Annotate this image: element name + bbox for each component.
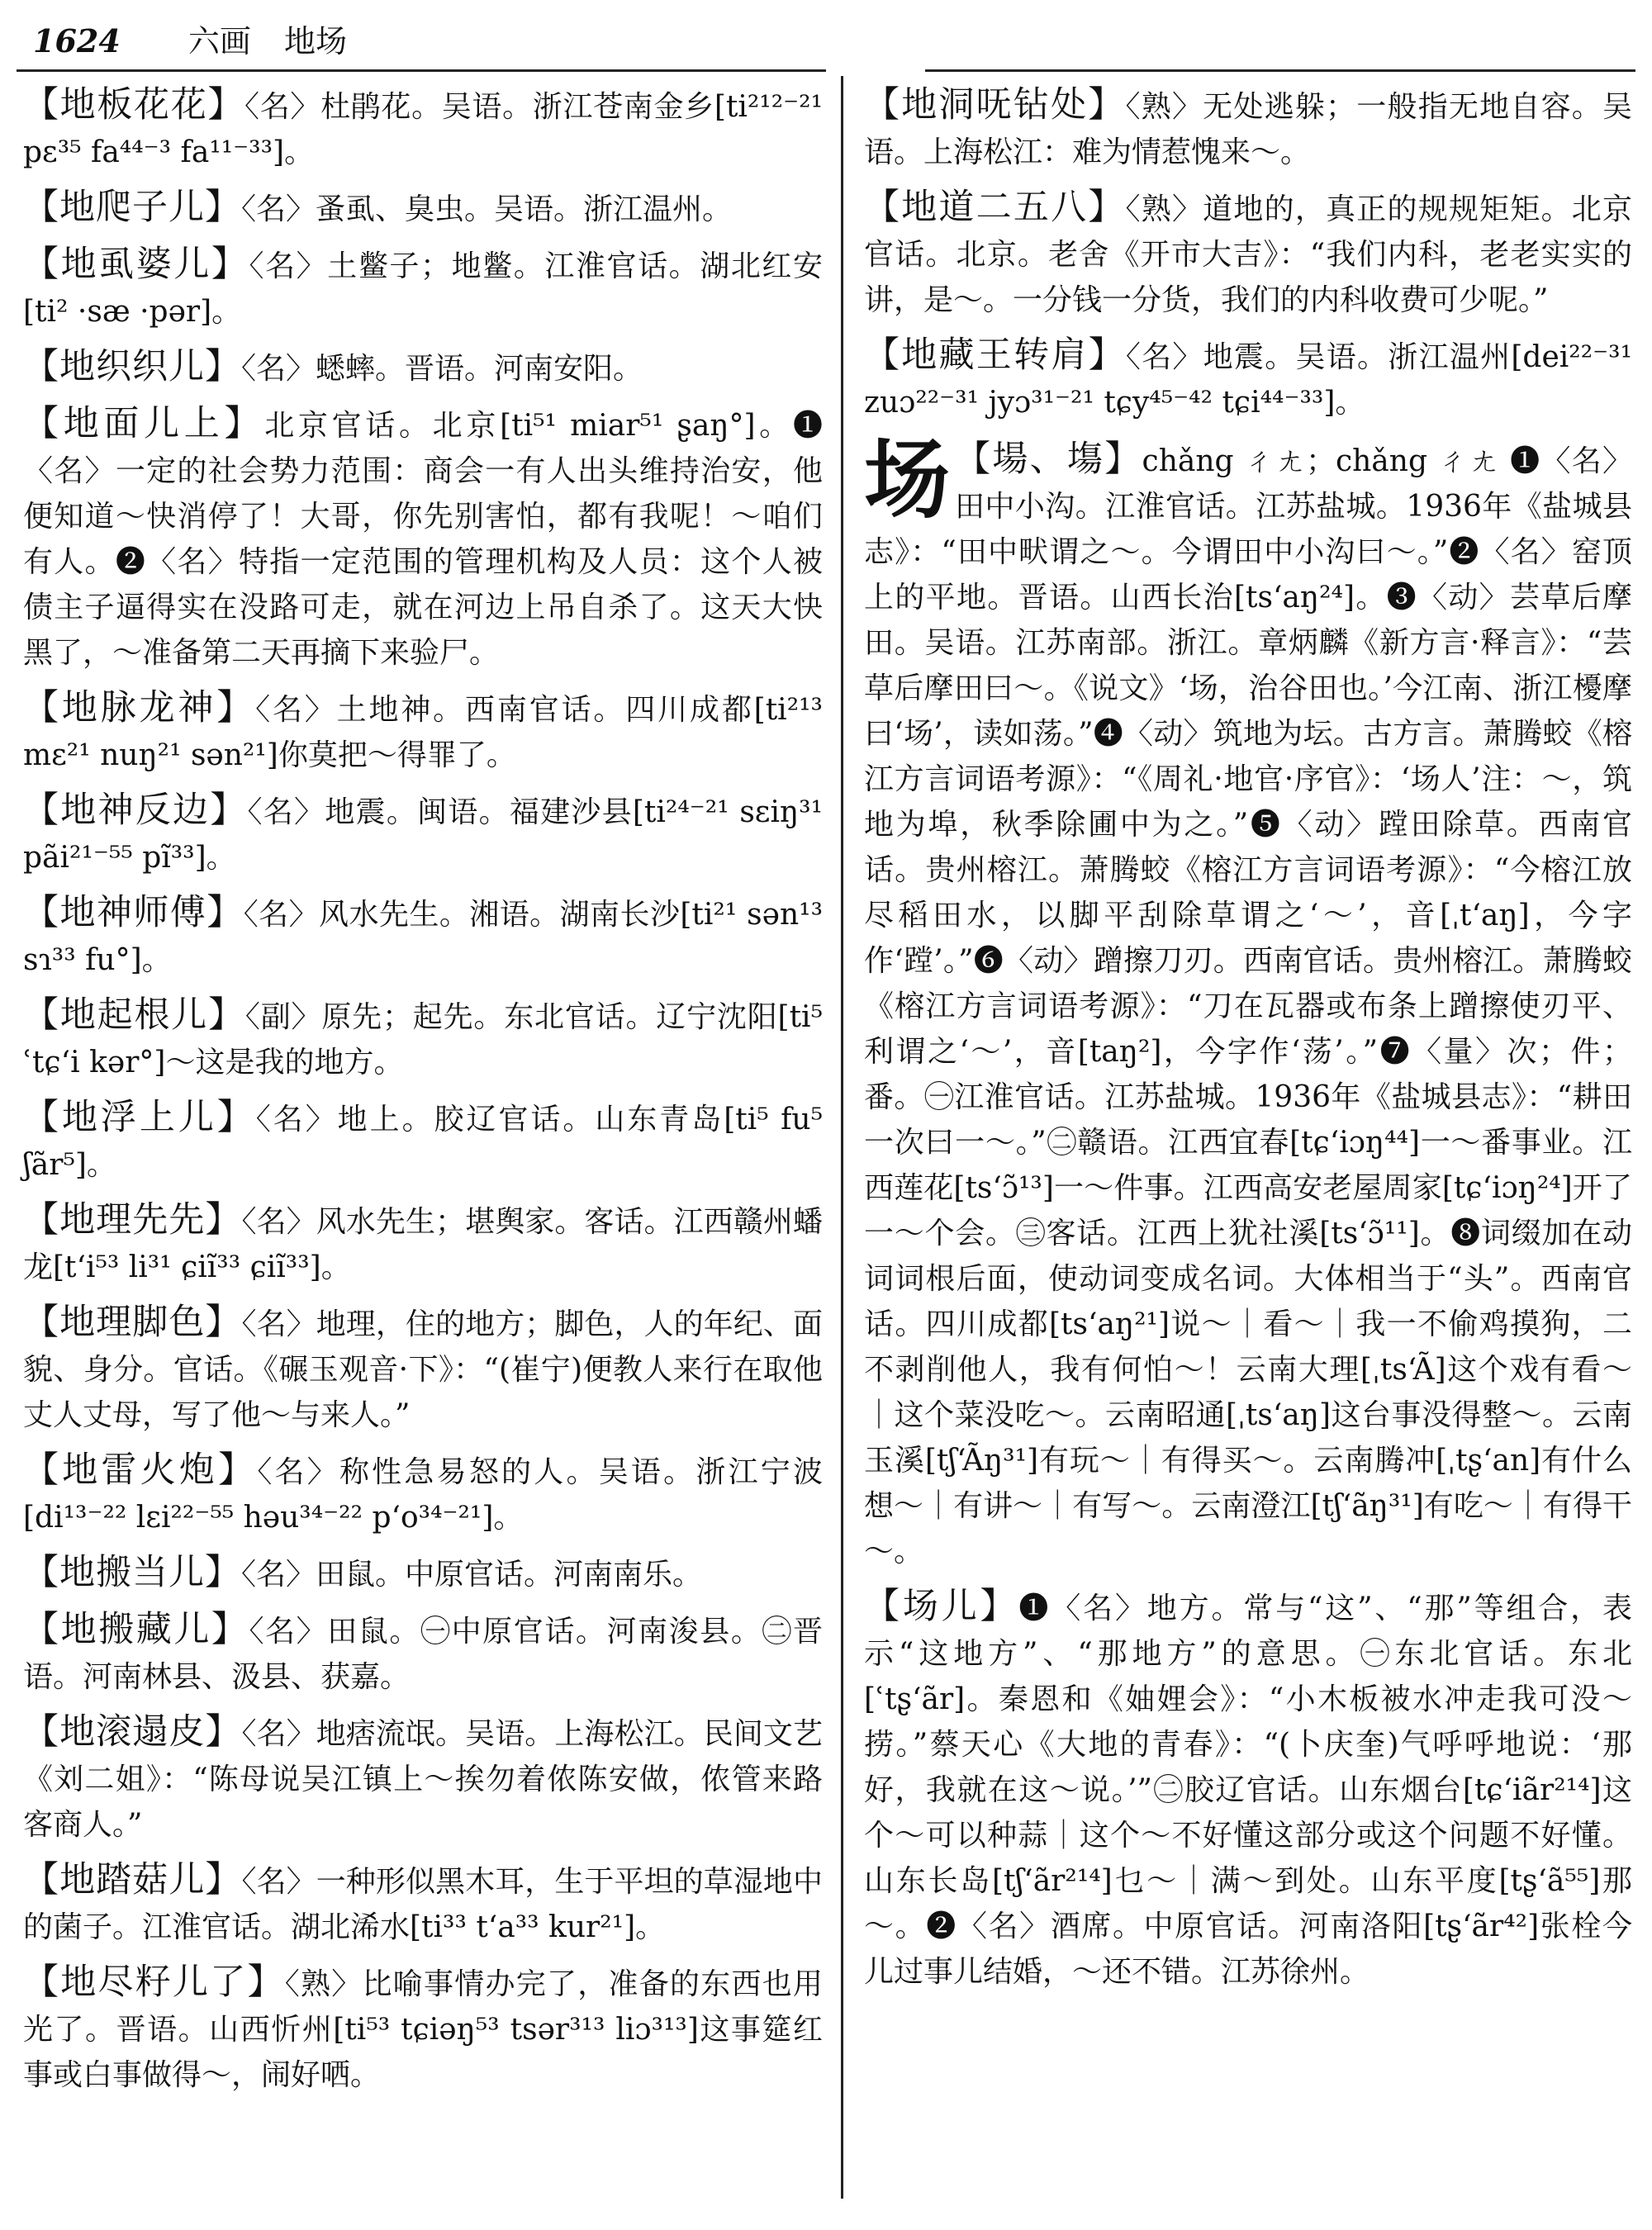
radical-label: 地场: [283, 23, 347, 59]
entry-definition: 〈名〉地上。胶辽官话。山东青岛[ti⁵ fu⁵ ʃãr⁵]。: [23, 1103, 824, 1182]
entry-headword: 【場、塲】: [955, 439, 1142, 480]
dictionary-entry: [864, 333, 1632, 425]
dictionary-entry: [23, 1607, 823, 1700]
dictionary-entry: [23, 1960, 823, 2098]
entry-headword: 【地滚遢皮】: [23, 1711, 242, 1753]
entry-definition: 〈名〉田鼠。中原官话。河南南乐。: [241, 1558, 703, 1592]
page-header: [33, 15, 1619, 68]
dictionary-entry: [23, 993, 823, 1085]
entry-headword: 【地织织儿】: [23, 346, 241, 387]
dictionary-entry: [23, 1448, 823, 1540]
entry-definition: 〈熟〉无处逃躲；一般指无地自容。吴语。上海松江：难为情惹愧来～。: [864, 90, 1632, 169]
dictionary-entry: [23, 185, 823, 232]
section-label: 六画: [188, 23, 251, 59]
dictionary-entry: [23, 788, 823, 880]
entry-definition: 〈名〉田鼠。㊀中原官话。河南浚县。㊁晋语。河南林县、汲县、获嘉。: [23, 1615, 823, 1694]
entry-headword: 【地雷火炮】: [23, 1450, 258, 1491]
entry-headword: 【地道二五八】: [864, 187, 1126, 228]
header-rule: [925, 69, 1635, 72]
entry-headword: 【地踏菇儿】: [23, 1859, 242, 1900]
entry-definition: 〈名〉风水先生。湘语。湖南长沙[ti²¹ sən¹³ sɿ³³ fu°]。: [23, 898, 823, 977]
entry-definition: 〈名〉土地神。西南官话。四川成都[ti²¹³ mɛ²¹ nuŋ²¹ sən²¹]你莫把～得罪了。: [23, 693, 823, 772]
entry-definition: chǎng ㄔㄤ；chǎng ㄔㄤ ❶〈名〉田中小沟。江淮官话。江苏盐城。1936年《盐城县志》：“田中畎谓之～。今谓田中小沟曰～。”❷〈名〉窑顶上的平地。晋语。山西长治[tsʻaŋ²⁴]。❸〈动〉芸草后摩田。吴语。江苏南部。浙江。章炳麟《新方言·释言》：“芸草后摩田曰～。《说文》‘场，治谷田也。’今江南、浙江櫌摩曰‘场’，读如荡。”❹〈动〉筑地为坛。古方言。萧腾蛟《榕江方言词语考源》：“《周礼·地官·序官》：‘场人’注：～，筑地为埠，秋季除圃中为之。”❺〈动〉蹚田除草。西南官话。贵州榕江。萧腾蛟《榕江方言词语考源》：“今榕江放尽稻田水，以脚平刮除草谓之‘～’，音[ˌtʻaŋ]，今字作‘蹚’。”❻〈动〉蹭擦刀刃。西南官话。贵州榕江。萧腾蛟《榕江方言词语考源》：“刀在瓦器或布条上蹭擦使刃平、利谓之‘～’，音[taŋ²]，今字作‘荡’。”❼〈量〉次；件；番。㊀江淮官话。江苏盐城。1936年《盐城县志》：“耕田一次曰一～。”㊁赣语。江西宜春[tɕʻiɔŋ⁴⁴]一～番事业。江西莲花[tsʻɔ̃¹³]一～件事。江西高安老屋周家[tɕʻiɔŋ²⁴]开了一～个会。㊂客话。江西上犹社溪[tsʻɔ̃¹¹]。❽词缀加在动词词根后面，使动词变成名词。大体相当于“头”。西南官话。四川成都[tsʻaŋ²¹]说～｜看～｜我一不偷鸡摸狗，二不剥削他人，我有何怕～！云南大理[ˌtsʻÃ]这个戏有看～｜这个菜没吃～。云南昭通[ˌtsʻaŋ]这台事没得整～。云南玉溪[tʃʻÃŋ³¹]有玩～｜有得买～。云南腾冲[ˌtʂʻan]有什么想～｜有讲～｜有写～。云南澄江[tʃʻãŋ³¹]有吃～｜有得干～。: [864, 444, 1633, 1568]
dictionary-entry: [23, 242, 823, 334]
entry-definition: 〈名〉一种形似黑木耳，生于平坦的草湿地中的菌子。江淮官话。湖北浠水[ti³³ tʻa³³ kur²¹]。: [23, 1865, 823, 1944]
dictionary-entry: [23, 686, 823, 778]
entry-definition: 〈名〉地理，住的地方；脚色，人的年纪、面貌、身分。官话。《碾玉观音·下》：“(崔宁)便教人来行在取他丈人丈母，写了他～与来人。”: [23, 1307, 823, 1432]
entry-headword: 【地板花花】: [23, 84, 245, 126]
entry-definition: 〈名〉风水先生；堪舆家。客话。江西赣州蟠龙[tʻi⁵³ li³¹ ɕiĩ³³ ɕiĩ³³]。: [23, 1205, 823, 1284]
entry-definition: 〈名〉蟋蟀。晋语。河南安阳。: [241, 352, 643, 386]
dictionary-entry: [23, 1095, 823, 1188]
dictionary-entry: [23, 401, 823, 676]
entry-headword: 【地爬子儿】: [23, 187, 241, 228]
entry-headword: 【地神师傅】: [23, 892, 244, 933]
head-character: 场: [864, 429, 951, 530]
entry-headword: 【地藏王转肩】: [864, 334, 1126, 376]
entry-headword: 【地尽籽儿了】: [23, 1962, 285, 2003]
entry-headword: 【地神反边】: [23, 790, 248, 831]
left-column: [23, 83, 823, 2108]
entry-definition: ❶〈名〉地方。常与“这”、“那”等组合，表示“这地方”、“那地方”的意思。㊀东北官话。东北[ʿtʂʻãr]。秦恩和《妯娌会》：“小木板被水冲走我可没～捞。”蔡天心《大地的青春》：“(卜庆奎)气呼呼地说：‘那好，我就在这～说。’”㊁胶辽官话。山东烟台[tɕʻiãr²¹⁴]这个～可以种蒜｜这个～不好懂这部分或这个问题不好懂。山东长岛[tʃʻãr²¹⁴]乜～｜满～到处。山东平度[tʂʻã⁵⁵]那～。❷〈名〉酒席。中原官话。河南洛阳[tʂʻãr⁴²]张栓今儿过事儿结婚，～还不错。江苏徐州。: [864, 1592, 1633, 1989]
dictionary-entry: [864, 185, 1632, 323]
dictionary-entry: [23, 83, 823, 175]
entry-headword: 【地搬藏儿】: [23, 1609, 249, 1650]
entry-definition: 〈副〉原先；起先。东北官话。辽宁沈阳[ti⁵ ʿtɕʻi kər°]～这是我的地方。: [23, 1000, 823, 1079]
character-entry: [864, 429, 1633, 1574]
entry-headword: 【地虱婆儿】: [23, 244, 249, 285]
page-number: 1624: [33, 22, 121, 59]
header-rule: [17, 69, 826, 72]
dictionary-entry: [864, 83, 1632, 175]
entry-definition: 〈名〉土鳖子；地鳖。江淮官话。湖北红安[ti² ·sæ ·pər]。: [23, 249, 823, 329]
entry-headword: 【地搬当儿】: [23, 1552, 241, 1593]
dictionary-entry: [23, 1300, 823, 1438]
entry-definition: 〈名〉蚤虱、臭虫。吴语。浙江温州。: [241, 192, 733, 226]
entry-headword: 【场儿】: [864, 1586, 1019, 1627]
entry-headword: 【地面儿上】: [23, 403, 265, 444]
entry-headword: 【地脉龙神】: [23, 687, 256, 728]
entry-definition: 〈熟〉比喻事情办完了，准备的东西也用光了。晋语。山西忻州[ti⁵³ tɕiəŋ⁵³ tsər³¹³ liɔ³¹³]这事筵红事或白事做得～，闹好哂。: [23, 1967, 823, 2092]
entry-definition: 〈名〉杜鹃花。吴语。浙江苍南金乡[ti²¹²⁻²¹ pɛ³⁵ fa⁴⁴⁻³ fa¹¹⁻³³]。: [23, 90, 824, 169]
right-column: [864, 83, 1632, 2005]
entry-headword: 【地理先先】: [23, 1199, 242, 1241]
entry-definition: 〈名〉地震。吴语。浙江温州[dei²²⁻³¹ zuɔ²²⁻³¹ jyɔ³¹⁻²¹ tɕy⁴⁵⁻⁴² tɕi⁴⁴⁻³³]。: [864, 340, 1633, 420]
dictionary-entry: [23, 344, 823, 391]
entry-definition: 〈名〉地痞流氓。吴语。上海松江。民间文艺《刘二姐》：“陈母说吴江镇上～挨勿着侬陈安做，侬管来路客商人。”: [23, 1717, 823, 1842]
dictionary-entry: [864, 1584, 1632, 1995]
entry-headword: 【地起根儿】: [23, 994, 245, 1036]
entry-definition: 北京官话。北京[ti⁵¹ miar⁵¹ ʂaŋ°]。❶〈名〉一定的社会势力范围：商会一有人出头维持治安，他便知道～快消停了！大哥，你先别害怕，都有我呢！～咱们有人。❷〈名〉特指一定范围的管理机构及人员：这个人被债主子逼得实在没路可走，就在河边上吊自杀了。这天大快黑了，～准备第二天再摘下来验尸。: [23, 409, 823, 670]
dictionary-entry: [23, 1710, 823, 1848]
dictionary-entry: [23, 1198, 823, 1290]
entry-definition: 〈名〉称性急易怒的人。吴语。浙江宁波[di¹³⁻²² lɛi²²⁻⁵⁵ həu³⁴⁻²² pʻo³⁴⁻²¹]。: [23, 1455, 823, 1535]
column-divider: [841, 76, 843, 2199]
dictionary-entry: [23, 890, 823, 983]
dictionary-entry: [23, 1550, 823, 1597]
entry-headword: 【地洞呒钻处】: [864, 84, 1126, 126]
entry-definition: 〈名〉地震。闽语。福建沙县[ti²⁴⁻²¹ sɛiŋ³¹ pãi²¹⁻⁵⁵ pĩ³³]。: [23, 795, 824, 875]
entry-definition: 〈熟〉道地的，真正的规规矩矩。北京官话。北京。老舍《开市大吉》：“我们内科，老老实实的讲，是～。一分钱一分货，我们的内科收费可少呢。”: [864, 192, 1632, 317]
dictionary-entry: [23, 1858, 823, 1950]
entry-headword: 【地理脚色】: [23, 1302, 242, 1343]
entry-headword: 【地浮上儿】: [23, 1097, 256, 1138]
